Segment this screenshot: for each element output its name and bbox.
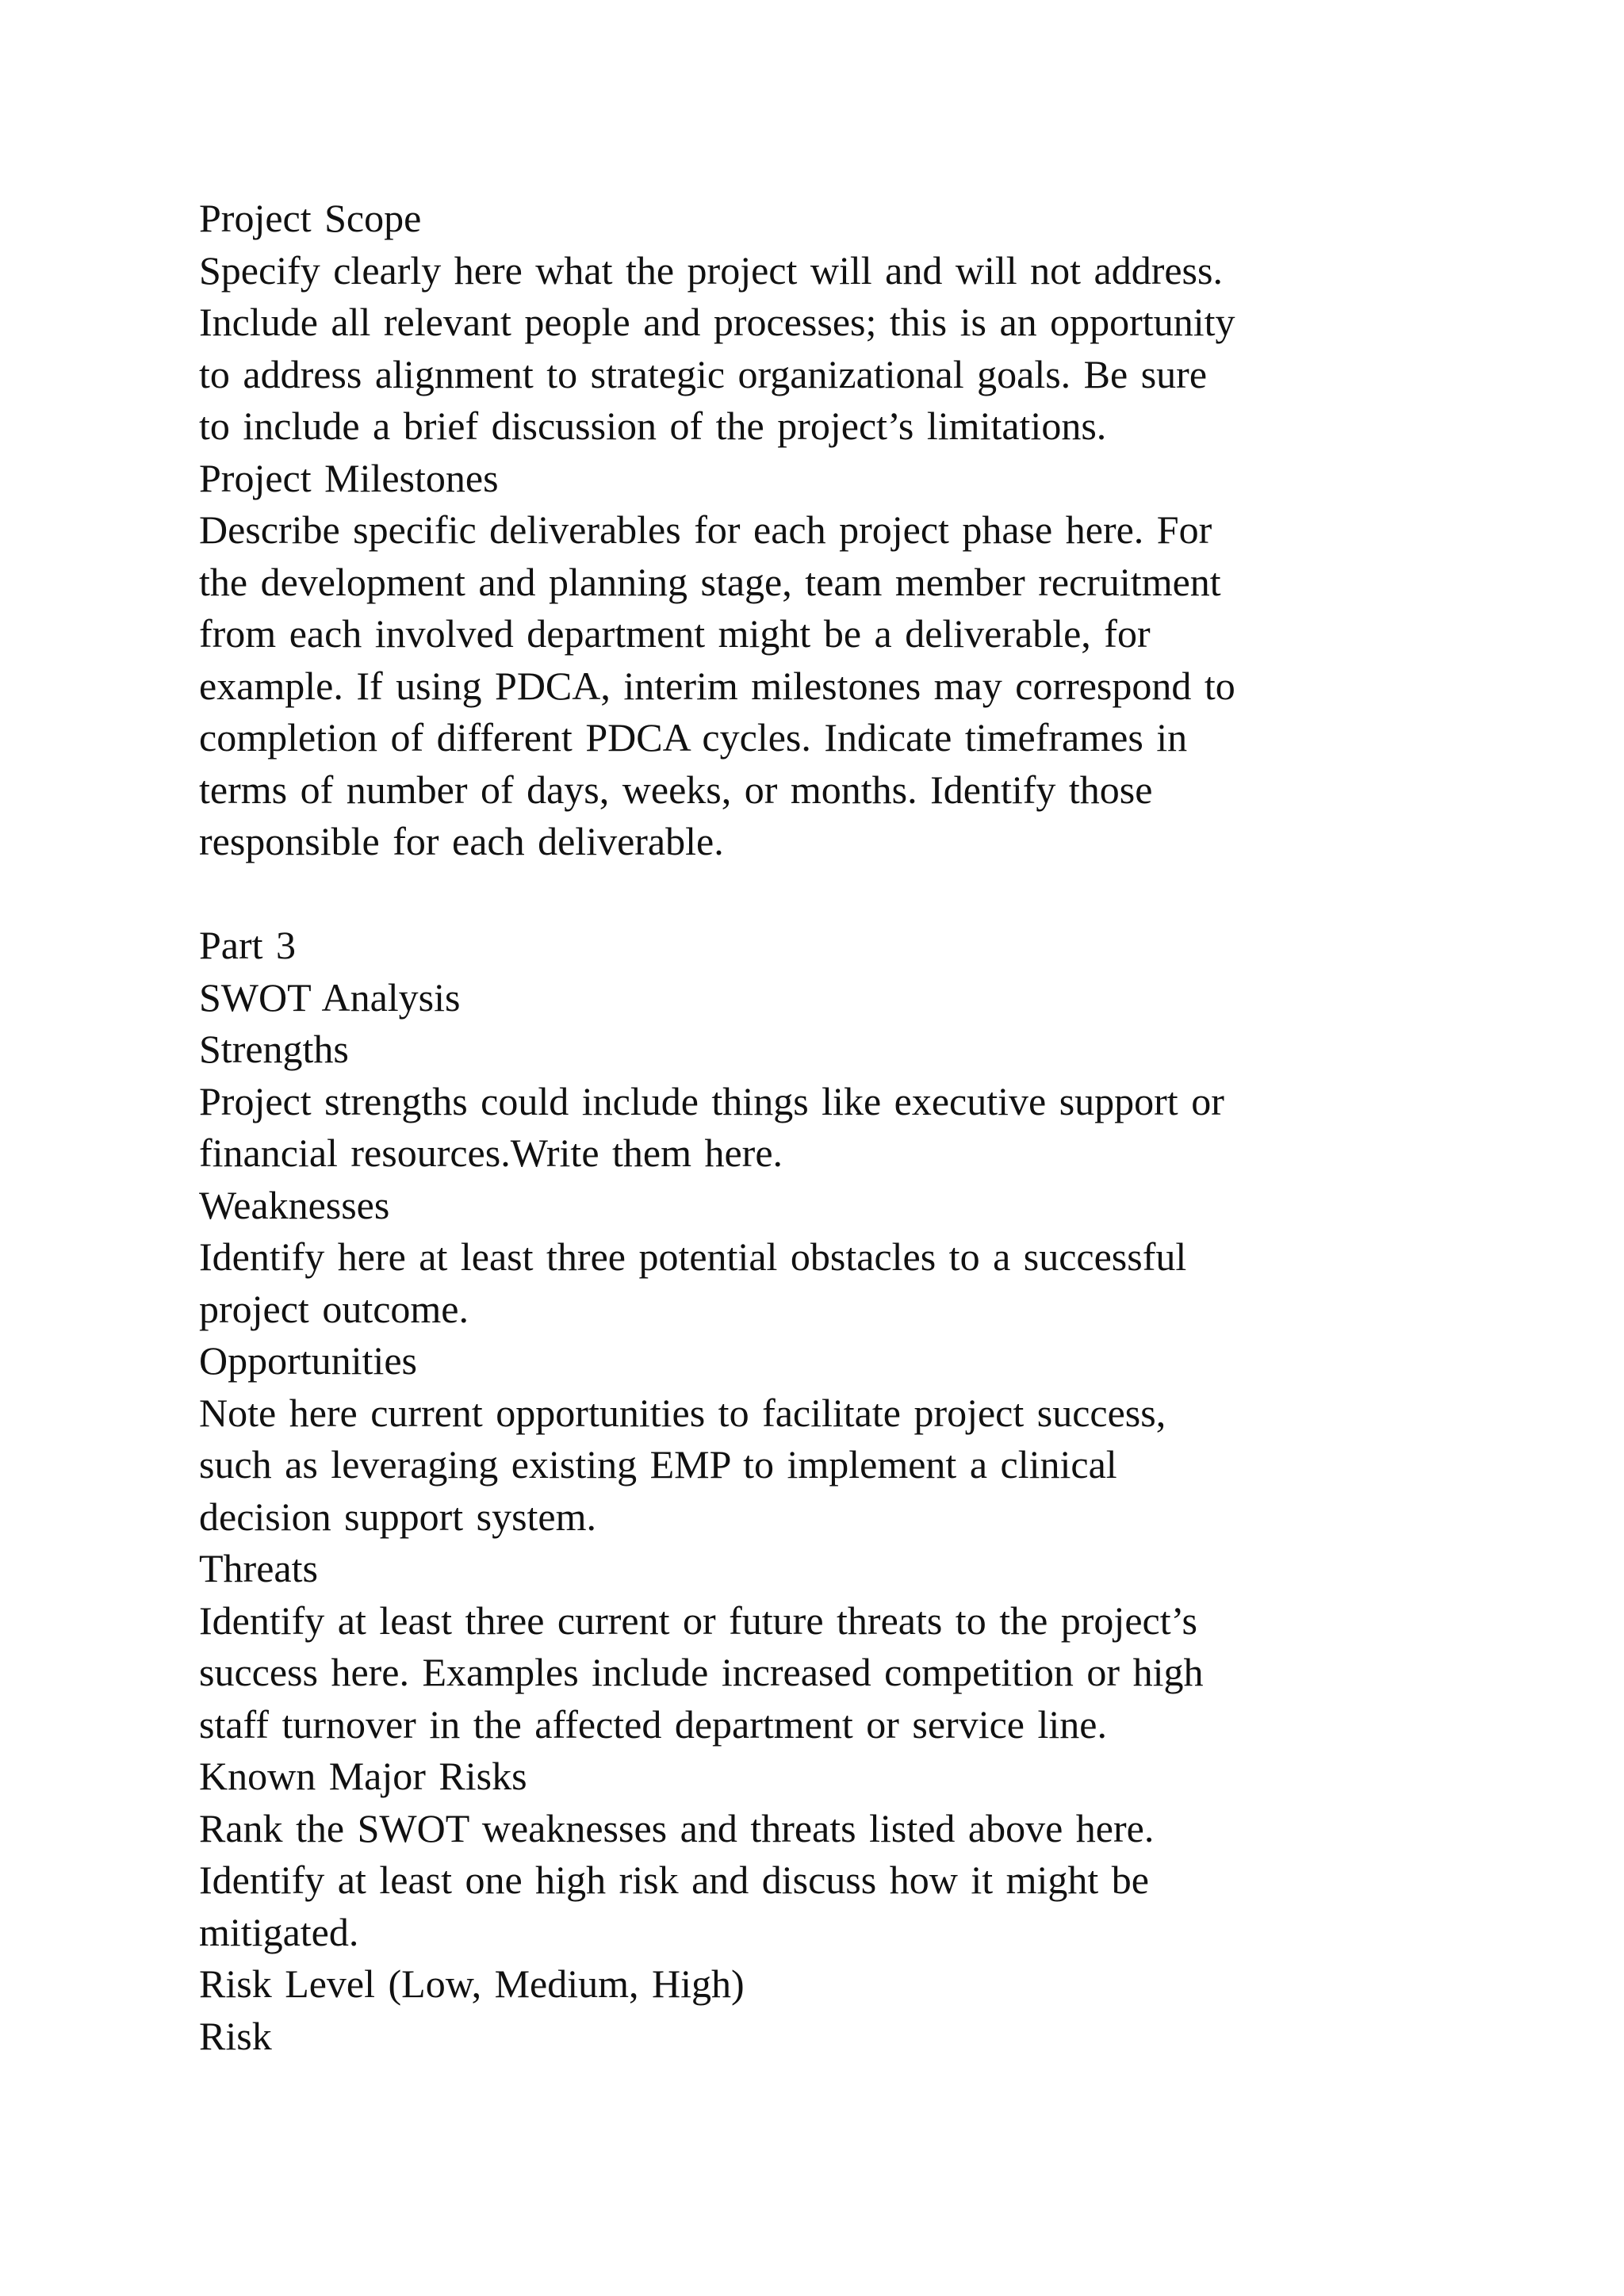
blank-line — [199, 868, 1515, 920]
weaknesses-line: project outcome. — [199, 1286, 469, 1331]
weaknesses-heading: Weaknesses — [199, 1182, 390, 1227]
project-scope-line: to address alignment to strategic organizational goals. Be sure — [199, 351, 1208, 396]
project-scope-line: Include all relevant people and processes; this is an opportunity — [199, 300, 1235, 344]
threats-line: staff turnover in the affected department or service line. — [199, 1701, 1107, 1747]
project-milestones-heading: Project Milestones — [199, 455, 499, 500]
project-milestones-line: the development and planning stage, team member recruitment — [199, 559, 1221, 604]
known-major-risks-line: Identify at least one high risk and discuss how it might be — [199, 1858, 1149, 1902]
project-milestones-line: responsible for each deliverable. — [199, 819, 724, 863]
opportunities-line: Note here current opportunities to facilitate project success, — [199, 1390, 1166, 1435]
known-major-risks-heading: Known Major Risks — [199, 1754, 527, 1798]
opportunities-heading: Opportunities — [199, 1338, 417, 1383]
swot-heading: SWOT Analysis — [199, 974, 461, 1020]
strengths-line: Project strengths could include things like executive support or — [199, 1078, 1224, 1123]
strengths-heading: Strengths — [199, 1027, 349, 1071]
risk-label: Risk — [199, 2013, 272, 2058]
project-milestones-line: completion of different PDCA cycles. Indicate timeframes in — [199, 715, 1188, 760]
project-scope-line: to include a brief discussion of the project’s limitations. — [199, 404, 1107, 448]
opportunities-line: such as leveraging existing EMP to implement a clinical — [199, 1442, 1117, 1487]
strengths-line: financial resources.Write them here. — [199, 1131, 783, 1175]
project-scope-heading: Project Scope — [199, 196, 422, 240]
project-milestones-line: from each involved department might be a deliverable, for — [199, 611, 1151, 656]
project-milestones-line: Describe specific deliverables for each project phase here. For — [199, 507, 1212, 552]
project-scope-line: Specify clearly here what the project will and will not address. — [199, 247, 1223, 293]
known-major-risks-line: Rank the SWOT weaknesses and threats listed above here. — [199, 1805, 1155, 1850]
part-heading: Part 3 — [199, 923, 297, 967]
threats-heading: Threats — [199, 1546, 318, 1590]
threats-line: success here. Examples include increased competition or high — [199, 1650, 1204, 1694]
weaknesses-line: Identify here at least three potential obstacles to a successful — [199, 1234, 1187, 1279]
threats-line: Identify at least three current or future threats to the project’s — [199, 1598, 1197, 1643]
document-body — [199, 193, 1515, 2062]
risk-level-label: Risk Level (Low, Medium, High) — [199, 1961, 745, 2006]
known-major-risks-line: mitigated. — [199, 1909, 359, 1954]
project-milestones-line: terms of number of days, weeks, or months. Identify those — [199, 767, 1153, 812]
opportunities-line: decision support system. — [199, 1494, 597, 1539]
project-milestones-line: example. If using PDCA, interim milestones may correspond to — [199, 663, 1235, 708]
